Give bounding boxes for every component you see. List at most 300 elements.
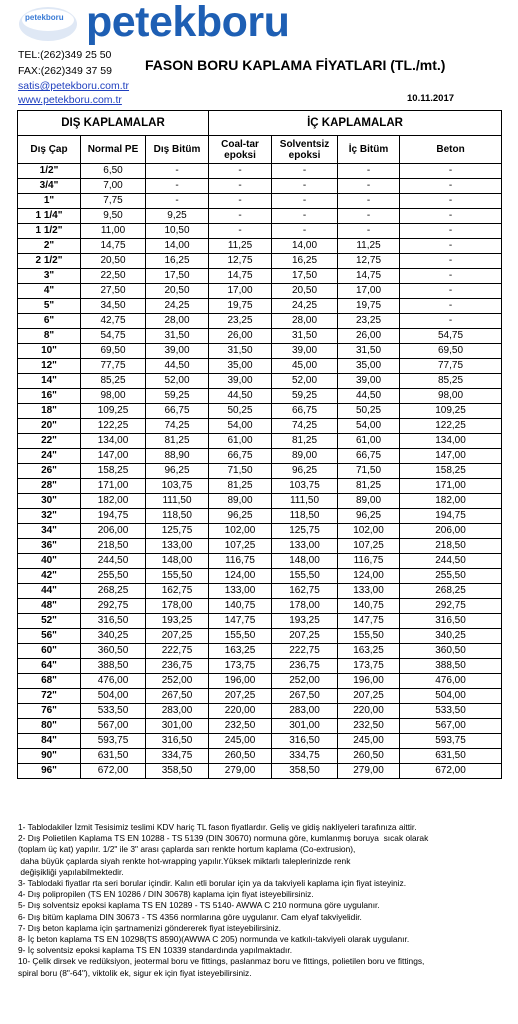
contact-email-link[interactable]: satis@petekboru.com.tr — [18, 80, 130, 92]
note-item: 8- İç beton kaplama TS EN 10298(TS 8590)(AWWA C 205) normunda ve katkılı-takviyeli olarak uygulanır. — [18, 934, 410, 945]
price-cell: 182,00 — [400, 494, 502, 509]
price-cell: 222,75 — [272, 644, 338, 659]
price-cell: 316,50 — [272, 734, 338, 749]
price-cell: 218,50 — [400, 539, 502, 554]
row-diameter-cell: 8" — [18, 329, 81, 344]
price-cell: 54,00 — [338, 419, 400, 434]
price-cell: 140,75 — [209, 599, 272, 614]
note-item: 9- İç solventsiz epoksi kaplama TS EN 10339 standardında yapılmaktadır. — [18, 945, 293, 956]
row-diameter-cell: 14" — [18, 374, 81, 389]
table-row — [18, 689, 502, 704]
price-cell: 196,00 — [338, 674, 400, 689]
price-cell: 9,25 — [146, 209, 209, 224]
price-cell: 23,25 — [338, 314, 400, 329]
price-cell: 88,90 — [146, 449, 209, 464]
price-cell: 81,25 — [146, 434, 209, 449]
table-row — [18, 704, 502, 719]
row-diameter-cell: 40" — [18, 554, 81, 569]
price-cell: 148,00 — [272, 554, 338, 569]
price-cell: 301,00 — [272, 719, 338, 734]
price-cell: 173,75 — [209, 659, 272, 674]
price-cell: - — [209, 209, 272, 224]
price-cell: 133,00 — [338, 584, 400, 599]
price-cell: - — [272, 164, 338, 179]
price-cell: 476,00 — [400, 674, 502, 689]
table-row — [18, 209, 502, 224]
price-cell: - — [400, 239, 502, 254]
price-cell: - — [400, 209, 502, 224]
row-diameter-cell: 18" — [18, 404, 81, 419]
row-diameter-cell: 1" — [18, 194, 81, 209]
price-cell: 245,00 — [338, 734, 400, 749]
price-cell: 17,00 — [209, 284, 272, 299]
price-cell: 39,00 — [338, 374, 400, 389]
price-cell: 567,00 — [400, 719, 502, 734]
table-row — [18, 644, 502, 659]
price-cell: 28,00 — [146, 314, 209, 329]
price-cell: - — [338, 224, 400, 239]
price-cell: 52,00 — [272, 374, 338, 389]
price-cell: 116,75 — [209, 554, 272, 569]
price-cell: 134,00 — [400, 434, 502, 449]
price-cell: 61,00 — [338, 434, 400, 449]
price-cell: 316,50 — [81, 614, 146, 629]
price-cell: 111,50 — [272, 494, 338, 509]
price-table — [17, 110, 502, 779]
page-title: FASON BORU KAPLAMA FİYATLARI (TL./mt.) — [145, 57, 446, 73]
price-cell: 17,00 — [338, 284, 400, 299]
price-cell: 14,75 — [209, 269, 272, 284]
price-cell: 245,00 — [209, 734, 272, 749]
price-cell: 122,25 — [400, 419, 502, 434]
price-cell: 66,75 — [146, 404, 209, 419]
price-cell: 255,50 — [81, 569, 146, 584]
price-cell: 11,25 — [338, 239, 400, 254]
price-cell: 255,50 — [400, 569, 502, 584]
table-row — [18, 674, 502, 689]
price-cell: 236,75 — [272, 659, 338, 674]
price-cell: 171,00 — [81, 479, 146, 494]
row-diameter-cell: 36" — [18, 539, 81, 554]
col-header-diameter: Dış Çap — [18, 136, 81, 164]
price-cell: 71,50 — [338, 464, 400, 479]
price-cell: 193,25 — [272, 614, 338, 629]
row-diameter-cell: 80" — [18, 719, 81, 734]
price-cell: 163,25 — [209, 644, 272, 659]
price-cell: 14,75 — [338, 269, 400, 284]
price-cell: - — [272, 179, 338, 194]
price-cell: 504,00 — [400, 689, 502, 704]
price-cell: 316,50 — [400, 614, 502, 629]
row-diameter-cell: 64" — [18, 659, 81, 674]
table-row — [18, 254, 502, 269]
price-cell: 44,50 — [338, 389, 400, 404]
logo-disc-icon — [18, 6, 78, 42]
price-cell: 34,50 — [81, 299, 146, 314]
price-cell: 283,00 — [146, 704, 209, 719]
row-diameter-cell: 6" — [18, 314, 81, 329]
price-cell: 222,75 — [146, 644, 209, 659]
price-cell: 672,00 — [400, 764, 502, 779]
price-cell: 54,00 — [209, 419, 272, 434]
price-cell: 631,50 — [400, 749, 502, 764]
row-diameter-cell: 2" — [18, 239, 81, 254]
price-cell: 268,25 — [81, 584, 146, 599]
price-cell: 155,50 — [272, 569, 338, 584]
price-cell: 220,00 — [209, 704, 272, 719]
price-cell: - — [338, 164, 400, 179]
price-cell: 124,00 — [209, 569, 272, 584]
price-cell: 39,00 — [209, 374, 272, 389]
price-cell: - — [209, 224, 272, 239]
price-cell: 23,25 — [209, 314, 272, 329]
note-item: 2- Dış Polietilen Kaplama TS EN 10288 - TS 5139 (DIN 30670) normuna göre, kumlanmış boruya sıcak olarak (toplam üç kat) yapılır. 1/2" ile 3" arası çaplarda sarı renkte hortum kaplama (Co-extrusion), daha büyük çaplarda siyah renkte hot-wrapping yapılır.Yüksek miktarlı taleplerinizde renk değişikliği yapılabilmektedir. — [18, 833, 429, 877]
note-item: 1- Tablodakiler İzmit Tesisimiz teslimi KDV hariç TL fason fiyatlardır. Geliş ve gidiş nakliyeleri tarafınıza aittir. — [18, 822, 417, 832]
price-cell: 124,00 — [338, 569, 400, 584]
table-row — [18, 509, 502, 524]
row-diameter-cell: 4" — [18, 284, 81, 299]
price-cell: 268,25 — [400, 584, 502, 599]
price-cell: 232,50 — [209, 719, 272, 734]
price-cell: 171,00 — [400, 479, 502, 494]
price-cell: 103,75 — [272, 479, 338, 494]
price-cell: 147,00 — [400, 449, 502, 464]
price-cell: 16,25 — [272, 254, 338, 269]
price-cell: 24,25 — [272, 299, 338, 314]
table-row — [18, 539, 502, 554]
price-cell: 220,00 — [338, 704, 400, 719]
row-diameter-cell: 84" — [18, 734, 81, 749]
price-cell: 66,75 — [209, 449, 272, 464]
table-row — [18, 749, 502, 764]
price-cell: 14,75 — [81, 239, 146, 254]
price-cell: 107,25 — [209, 539, 272, 554]
contact-web-link[interactable]: www.petekboru.com.tr — [18, 94, 122, 106]
price-cell: 163,25 — [338, 644, 400, 659]
price-cell: 39,00 — [146, 344, 209, 359]
price-cell: 102,00 — [338, 524, 400, 539]
note-item: 5- Dış solventsiz epoksi kaplama TS EN 10289 - TS 5140- AWWA C 210 normuna göre uygulanır. — [18, 900, 380, 911]
price-cell: 50,25 — [338, 404, 400, 419]
row-diameter-cell: 56" — [18, 629, 81, 644]
price-cell: 125,75 — [146, 524, 209, 539]
price-table-body — [18, 164, 502, 779]
row-diameter-cell: 3/4" — [18, 179, 81, 194]
note-item: 7- Dış beton kaplama için şartnamenizi göndererek fiyat isteyebilirsiniz. — [18, 922, 281, 933]
price-cell: 194,75 — [400, 509, 502, 524]
price-cell: 207,25 — [272, 629, 338, 644]
row-diameter-cell: 2 1/2" — [18, 254, 81, 269]
price-cell: 182,00 — [81, 494, 146, 509]
price-cell: 301,00 — [146, 719, 209, 734]
price-cell: 89,00 — [209, 494, 272, 509]
price-cell: 178,00 — [146, 599, 209, 614]
price-cell: - — [272, 209, 338, 224]
header-outer-coatings: DIŞ KAPLAMALAR — [18, 111, 209, 136]
price-cell: - — [272, 194, 338, 209]
price-cell: 388,50 — [81, 659, 146, 674]
price-cell: 12,75 — [338, 254, 400, 269]
row-diameter-cell: 72" — [18, 689, 81, 704]
price-cell: 279,00 — [338, 764, 400, 779]
table-row — [18, 314, 502, 329]
row-diameter-cell: 24" — [18, 449, 81, 464]
table-row — [18, 494, 502, 509]
col-header-outer-bitumen: Dış Bitüm — [146, 136, 209, 164]
price-cell: 147,75 — [209, 614, 272, 629]
notes-section — [18, 822, 514, 979]
price-cell: 267,50 — [146, 689, 209, 704]
price-cell: 31,50 — [272, 329, 338, 344]
table-row — [18, 404, 502, 419]
row-diameter-cell: 22" — [18, 434, 81, 449]
logo-small-text: petekboru — [25, 13, 64, 22]
row-diameter-cell: 34" — [18, 524, 81, 539]
price-cell: 252,00 — [146, 674, 209, 689]
table-row — [18, 659, 502, 674]
price-cell: - — [272, 224, 338, 239]
price-cell: 140,75 — [338, 599, 400, 614]
price-cell: 45,00 — [272, 359, 338, 374]
price-cell: 109,25 — [400, 404, 502, 419]
price-cell: 631,50 — [81, 749, 146, 764]
price-cell: 96,25 — [209, 509, 272, 524]
price-cell: 567,00 — [81, 719, 146, 734]
price-cell: 26,00 — [209, 329, 272, 344]
price-cell: 155,50 — [338, 629, 400, 644]
row-diameter-cell: 76" — [18, 704, 81, 719]
price-cell: 96,25 — [272, 464, 338, 479]
price-cell: 17,50 — [272, 269, 338, 284]
price-cell: 147,00 — [81, 449, 146, 464]
price-cell: 206,00 — [81, 524, 146, 539]
price-cell: 19,75 — [209, 299, 272, 314]
price-cell: 81,25 — [209, 479, 272, 494]
price-cell: 173,75 — [338, 659, 400, 674]
price-cell: 85,25 — [400, 374, 502, 389]
note-item: 10- Çelik dirsek ve redüksiyon, jeotermal boru ve fittings, paslanmaz boru ve fittings, polietilen boru ve fittings, spiral boru (8"-64"), viktolik ek, sigur ek için fiyat isteyebilirsiniz. — [18, 956, 425, 978]
price-cell: 178,00 — [272, 599, 338, 614]
note-item: 6- Dış bitüm kaplama DIN 30673 - TS 4356 normlarına göre uygulanır. Cam elyaf takviyelidir. — [18, 911, 362, 922]
price-cell: - — [146, 179, 209, 194]
price-cell: 74,25 — [272, 419, 338, 434]
price-cell: 61,00 — [209, 434, 272, 449]
price-cell: 134,00 — [81, 434, 146, 449]
price-cell: 69,50 — [81, 344, 146, 359]
price-cell: - — [400, 224, 502, 239]
price-cell: 26,00 — [338, 329, 400, 344]
price-cell: 31,50 — [338, 344, 400, 359]
price-cell: 334,75 — [146, 749, 209, 764]
price-cell: 54,75 — [400, 329, 502, 344]
table-row — [18, 479, 502, 494]
price-cell: 533,50 — [81, 704, 146, 719]
price-cell: 11,25 — [209, 239, 272, 254]
note-item: 3- Tablodaki fiyatlar rta seri borular içindir. Kalın etli borular için ya da takviyeli kaplama için fiyat isteyiniz. — [18, 878, 407, 889]
price-cell: 12,75 — [209, 254, 272, 269]
table-row — [18, 284, 502, 299]
price-cell: 155,50 — [146, 569, 209, 584]
price-cell: 236,75 — [146, 659, 209, 674]
price-cell: 672,00 — [81, 764, 146, 779]
row-diameter-cell: 44" — [18, 584, 81, 599]
price-cell: 194,75 — [81, 509, 146, 524]
price-cell: 11,00 — [81, 224, 146, 239]
price-cell: 267,50 — [272, 689, 338, 704]
price-cell: 14,00 — [272, 239, 338, 254]
price-cell: 360,50 — [400, 644, 502, 659]
table-row — [18, 179, 502, 194]
table-row — [18, 299, 502, 314]
table-row — [18, 614, 502, 629]
row-diameter-cell: 5" — [18, 299, 81, 314]
price-cell: 17,50 — [146, 269, 209, 284]
table-row — [18, 194, 502, 209]
price-cell: 42,75 — [81, 314, 146, 329]
table-row — [18, 599, 502, 614]
price-cell: 193,25 — [146, 614, 209, 629]
price-cell: 244,50 — [400, 554, 502, 569]
price-cell: 218,50 — [81, 539, 146, 554]
price-cell: 162,75 — [146, 584, 209, 599]
price-cell: 122,25 — [81, 419, 146, 434]
table-row — [18, 629, 502, 644]
price-cell: 316,50 — [146, 734, 209, 749]
price-cell: 158,25 — [400, 464, 502, 479]
header-inner-coatings: İÇ KAPLAMALAR — [209, 111, 502, 136]
row-diameter-cell: 32" — [18, 509, 81, 524]
price-cell: - — [338, 209, 400, 224]
col-header-normal-pe: Normal PE — [81, 136, 146, 164]
price-cell: 162,75 — [272, 584, 338, 599]
price-cell: 232,50 — [338, 719, 400, 734]
price-cell: 133,00 — [209, 584, 272, 599]
price-cell: 59,25 — [146, 389, 209, 404]
price-cell: 292,75 — [81, 599, 146, 614]
price-cell: - — [400, 299, 502, 314]
table-row — [18, 449, 502, 464]
price-cell: - — [400, 269, 502, 284]
price-cell: - — [400, 314, 502, 329]
price-cell: 260,50 — [338, 749, 400, 764]
price-cell: 10,50 — [146, 224, 209, 239]
price-cell: 504,00 — [81, 689, 146, 704]
price-cell: 476,00 — [81, 674, 146, 689]
row-diameter-cell: 30" — [18, 494, 81, 509]
table-row — [18, 734, 502, 749]
price-cell: 77,75 — [400, 359, 502, 374]
table-row — [18, 224, 502, 239]
price-cell: 31,50 — [146, 329, 209, 344]
row-diameter-cell: 10" — [18, 344, 81, 359]
price-cell: 81,25 — [272, 434, 338, 449]
price-cell: 388,50 — [400, 659, 502, 674]
col-header-solventless-epoxy: Solventsiz epoksi — [272, 136, 338, 164]
table-row — [18, 419, 502, 434]
row-diameter-cell: 28" — [18, 479, 81, 494]
price-cell: 109,25 — [81, 404, 146, 419]
price-cell: 22,50 — [81, 269, 146, 284]
price-cell: 116,75 — [338, 554, 400, 569]
price-cell: 66,75 — [338, 449, 400, 464]
price-cell: 358,50 — [146, 764, 209, 779]
row-diameter-cell: 20" — [18, 419, 81, 434]
price-cell: 133,00 — [146, 539, 209, 554]
price-cell: 85,25 — [81, 374, 146, 389]
price-cell: 103,75 — [146, 479, 209, 494]
table-row — [18, 389, 502, 404]
table-row — [18, 554, 502, 569]
price-cell: - — [400, 194, 502, 209]
price-cell: 158,25 — [81, 464, 146, 479]
logo-wordmark: petekboru — [86, 0, 290, 46]
price-cell: 81,25 — [338, 479, 400, 494]
table-row — [18, 464, 502, 479]
price-cell: 196,00 — [209, 674, 272, 689]
price-cell: 206,00 — [400, 524, 502, 539]
price-cell: 279,00 — [209, 764, 272, 779]
row-diameter-cell: 90" — [18, 749, 81, 764]
price-cell: 358,50 — [272, 764, 338, 779]
row-diameter-cell: 48" — [18, 599, 81, 614]
price-cell: 7,75 — [81, 194, 146, 209]
price-cell: 252,00 — [272, 674, 338, 689]
table-row — [18, 524, 502, 539]
price-cell: - — [400, 179, 502, 194]
price-cell: 31,50 — [209, 344, 272, 359]
row-diameter-cell: 3" — [18, 269, 81, 284]
price-cell: 111,50 — [146, 494, 209, 509]
price-cell: 96,25 — [338, 509, 400, 524]
contact-tel: TEL:(262)349 25 50 — [18, 49, 112, 61]
price-cell: 66,75 — [272, 404, 338, 419]
price-cell: 7,00 — [81, 179, 146, 194]
price-cell: 52,00 — [146, 374, 209, 389]
price-cell: 44,50 — [146, 359, 209, 374]
table-row — [18, 569, 502, 584]
table-row — [18, 239, 502, 254]
price-cell: 39,00 — [272, 344, 338, 359]
price-cell: 334,75 — [272, 749, 338, 764]
price-cell: 35,00 — [338, 359, 400, 374]
price-cell: 35,00 — [209, 359, 272, 374]
price-cell: - — [400, 284, 502, 299]
price-cell: 98,00 — [81, 389, 146, 404]
col-header-coal-tar-epoxy: Coal-tar epoksi — [209, 136, 272, 164]
table-row — [18, 719, 502, 734]
price-cell: 118,50 — [146, 509, 209, 524]
price-cell: 24,25 — [146, 299, 209, 314]
price-cell: 533,50 — [400, 704, 502, 719]
row-diameter-cell: 1 1/4" — [18, 209, 81, 224]
price-cell: 292,75 — [400, 599, 502, 614]
price-cell: 28,00 — [272, 314, 338, 329]
price-cell: 44,50 — [209, 389, 272, 404]
price-cell: 207,25 — [338, 689, 400, 704]
price-cell: 19,75 — [338, 299, 400, 314]
row-diameter-cell: 68" — [18, 674, 81, 689]
row-diameter-cell: 52" — [18, 614, 81, 629]
price-cell: 71,50 — [209, 464, 272, 479]
row-diameter-cell: 1 1/2" — [18, 224, 81, 239]
price-cell: 20,50 — [81, 254, 146, 269]
price-cell: 340,25 — [400, 629, 502, 644]
price-cell: 89,00 — [272, 449, 338, 464]
price-cell: - — [209, 164, 272, 179]
price-cell: 593,75 — [400, 734, 502, 749]
contact-fax: FAX:(262)349 37 59 — [18, 65, 112, 77]
row-diameter-cell: 1/2" — [18, 164, 81, 179]
